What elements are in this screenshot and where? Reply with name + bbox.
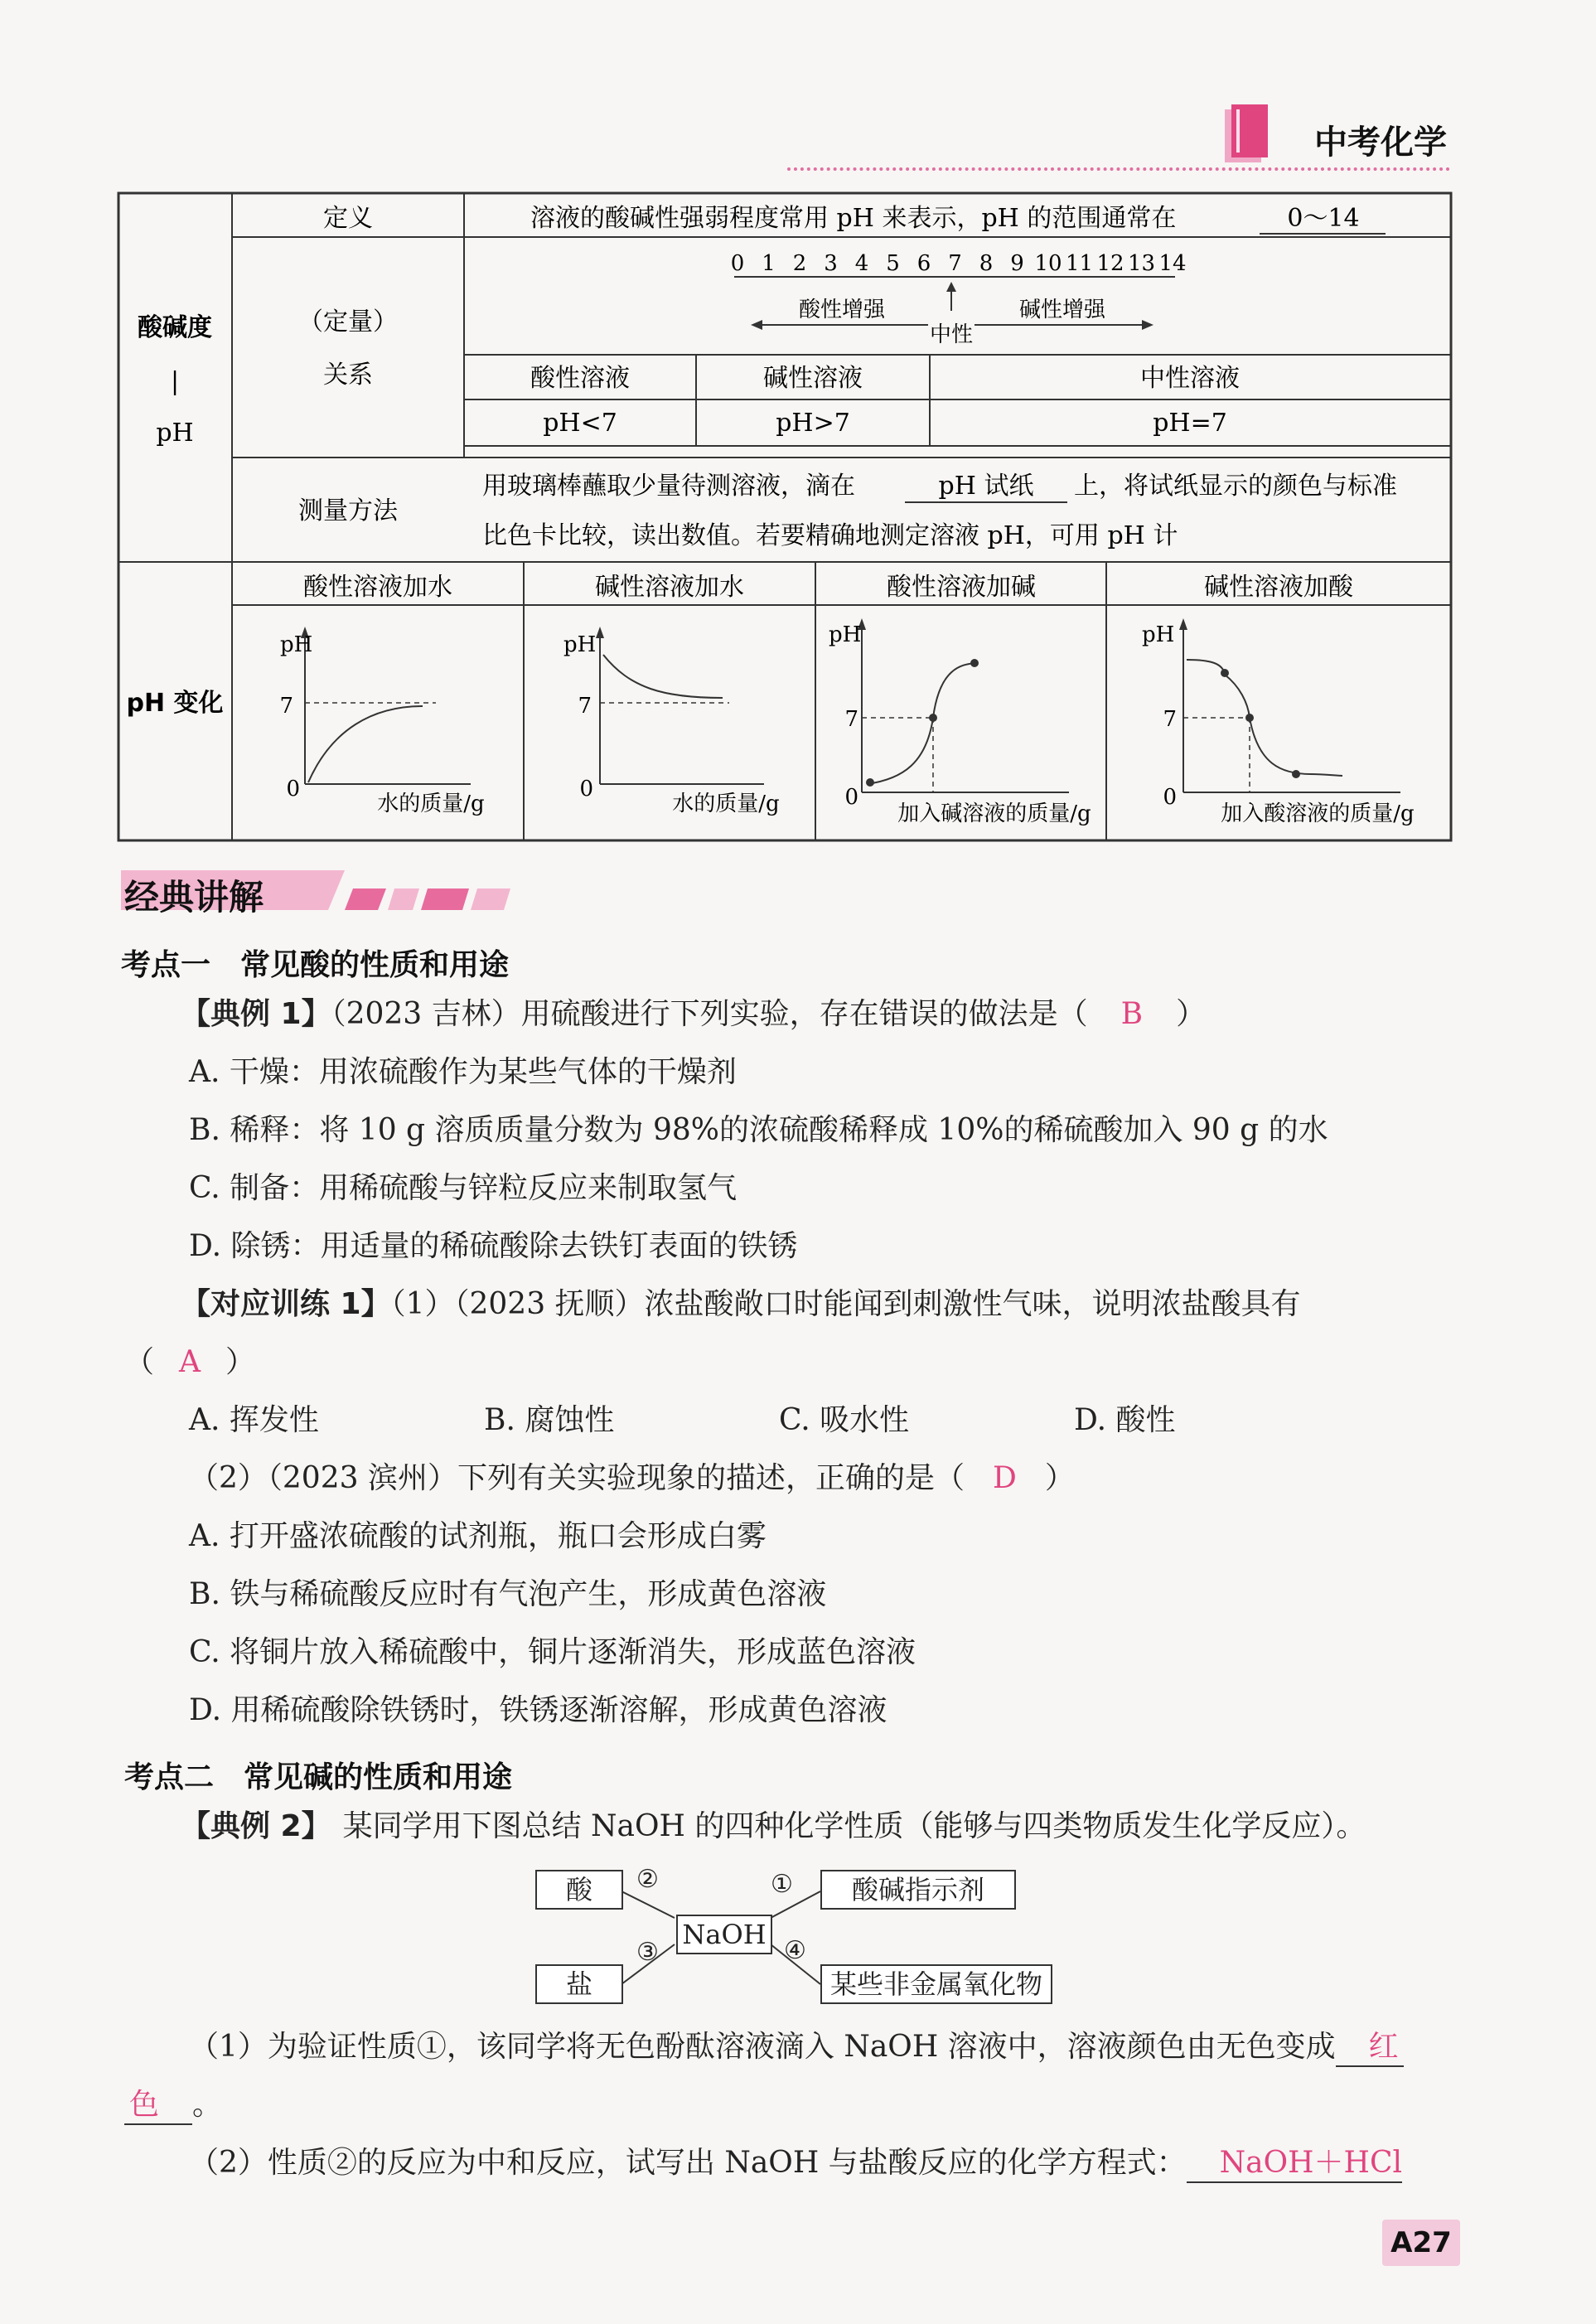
ph-tick-label: 1 bbox=[762, 251, 776, 276]
section2-title: 考点二 常见碱的性质和用途 bbox=[124, 1760, 513, 1794]
graph-acid-add-base bbox=[829, 618, 1091, 826]
ph-tick-label: 3 bbox=[824, 251, 838, 276]
label-2: ② bbox=[636, 1865, 659, 1894]
g1-0-label: 0 bbox=[286, 777, 300, 801]
neutral-solution: 中性溶液 bbox=[1140, 364, 1240, 393]
base-solution: 碱性溶液 bbox=[763, 364, 863, 393]
example2-line bbox=[181, 1809, 1366, 1843]
training1-q2-close: ） bbox=[1044, 1461, 1075, 1495]
knowledge-table bbox=[0, 0, 1596, 854]
header-title: 中考化学 bbox=[1314, 123, 1447, 162]
ph-tick-label: 12 bbox=[1096, 251, 1124, 276]
ph-tick-label: 10 bbox=[1034, 251, 1062, 276]
example1-line bbox=[181, 997, 1207, 1031]
g4-7-label: 7 bbox=[1163, 707, 1177, 732]
training1-q2-line bbox=[189, 1461, 1075, 1495]
ph-tick-label: 0 bbox=[730, 251, 745, 276]
ph-tick-label: 7 bbox=[948, 251, 962, 276]
example2-q2-line bbox=[189, 2148, 1402, 2178]
training1-option-c: C. 吸水性 bbox=[779, 1403, 910, 1437]
acid-box: 酸 bbox=[535, 1870, 623, 1910]
ph-tick-label: 6 bbox=[916, 251, 931, 276]
g3-0-label: 0 bbox=[844, 785, 858, 810]
row-label-ph-change: pH 变化 bbox=[126, 689, 224, 718]
naoh-box: NaOH bbox=[676, 1915, 772, 1954]
relation-label-2: 关系 bbox=[323, 361, 373, 390]
ph-tick-label: 5 bbox=[886, 251, 900, 276]
g2-7-label: 7 bbox=[578, 694, 592, 719]
graph-base-add-acid bbox=[1142, 618, 1415, 826]
graph-title-4: 碱性溶液加酸 bbox=[1204, 573, 1353, 602]
example1-answer: B bbox=[1120, 997, 1144, 1031]
training1-open: （ bbox=[124, 1345, 155, 1379]
example2-q1-text: （1）为验证性质①，该同学将无色酚酞溶液滴入 NaOH 溶液中，溶液颜色由无色变成 bbox=[189, 2030, 1336, 2064]
definition-label: 定义 bbox=[323, 204, 373, 233]
training1-q2-option-c: C. 将铜片放入稀硫酸中，铜片逐渐消失，形成蓝色溶液 bbox=[189, 1635, 916, 1669]
acid-ph: pH<7 bbox=[543, 409, 617, 438]
g3-7-label: 7 bbox=[844, 707, 858, 732]
label-3: ③ bbox=[636, 1938, 659, 1967]
training1-q2-stem: （2）（2023 滨州）下列有关实验现象的描述，正确的是（ bbox=[189, 1461, 965, 1495]
example2-q1-cont bbox=[124, 2090, 222, 2120]
training1-option-a: A. 挥发性 bbox=[189, 1403, 319, 1437]
row-label-acidity: 酸碱度 bbox=[138, 313, 212, 342]
base-increase-label: 碱性增强 bbox=[1018, 298, 1106, 322]
g4-x-label: 加入酸溶液的质量/g bbox=[1221, 801, 1415, 826]
example2-q1-end: 。 bbox=[192, 2088, 223, 2122]
neutral-label: 中性 bbox=[929, 322, 974, 347]
graph-base-add-water bbox=[563, 627, 780, 816]
measure-line1-b: 上，将试纸显示的颜色与标准 bbox=[1074, 472, 1397, 501]
section-banner-title: 经典讲解 bbox=[124, 877, 264, 917]
training1-answer: A bbox=[179, 1345, 201, 1379]
ph-tick-label: 9 bbox=[1010, 251, 1024, 276]
ph-tick-label: 4 bbox=[854, 251, 869, 276]
example1-stem: （2023 吉林）用硫酸进行下列实验，存在错误的做法是（ bbox=[331, 997, 1088, 1031]
example1-close: ） bbox=[1176, 997, 1207, 1031]
measure-line1-a: 用玻璃棒蘸取少量待测溶液，滴在 bbox=[482, 472, 855, 501]
label-1: ① bbox=[771, 1870, 793, 1899]
training1-q2-option-d: D. 用稀硫酸除铁锈时，铁锈逐渐溶解，形成黄色溶液 bbox=[189, 1693, 887, 1727]
graph-acid-add-water bbox=[279, 627, 484, 816]
measure-answer: pH 试纸 bbox=[938, 472, 1034, 501]
neutral-ph: pH=7 bbox=[1153, 409, 1227, 438]
relation-label-1: （定量） bbox=[298, 307, 398, 336]
ph-tick-label: 14 bbox=[1158, 251, 1187, 276]
ph-tick-label: 2 bbox=[792, 251, 807, 276]
g1-7-label: 7 bbox=[279, 694, 293, 719]
ph-tick-label: 13 bbox=[1127, 251, 1156, 276]
example2-q1-answer-b: 色 bbox=[124, 2088, 192, 2125]
example2-label: 【典例 2】 bbox=[181, 1809, 331, 1843]
acid-increase-label: 酸性增强 bbox=[798, 298, 886, 322]
oxide-box: 某些非金属氧化物 bbox=[820, 1964, 1052, 2004]
graph-title-3: 酸性溶液加碱 bbox=[887, 573, 1036, 602]
g2-0-label: 0 bbox=[579, 777, 593, 801]
example2-q1-answer-a: 红 bbox=[1336, 2030, 1404, 2067]
g2-y-label: pH bbox=[563, 632, 597, 657]
example1-option-a: A. 干燥：用浓硫酸作为某些气体的干燥剂 bbox=[189, 1055, 737, 1089]
definition-text: 溶液的酸碱性强弱程度常用 pH 来表示，pH 的范围通常在 bbox=[530, 204, 1177, 233]
row-label-ph: pH bbox=[156, 419, 194, 448]
example1-option-d: D. 除锈：用适量的稀硫酸除去铁钉表面的铁锈 bbox=[189, 1229, 798, 1263]
graph-title-2: 碱性溶液加水 bbox=[595, 573, 744, 602]
ph-tick-label: 11 bbox=[1065, 251, 1094, 276]
training1-option-b: B. 腐蚀性 bbox=[484, 1403, 615, 1437]
example1-option-b: B. 稀释：将 10 g 溶质质量分数为 98%的浓硫酸稀释成 10%的稀硫酸加入 90 g 的水 bbox=[189, 1113, 1328, 1147]
graph-title-1: 酸性溶液加水 bbox=[303, 573, 452, 602]
measure-label: 测量方法 bbox=[298, 496, 398, 525]
g1-x-label: 水的质量/g bbox=[377, 792, 485, 816]
training1-q2-option-b: B. 铁与稀硫酸反应时有气泡产生，形成黄色溶液 bbox=[189, 1577, 827, 1611]
g4-0-label: 0 bbox=[1163, 785, 1177, 810]
training1-answer-line bbox=[124, 1345, 256, 1379]
example2-q1-line bbox=[189, 2032, 1404, 2062]
page-number: A27 bbox=[1382, 2220, 1460, 2266]
label-4: ④ bbox=[784, 1936, 806, 1965]
ph-scale bbox=[731, 251, 1187, 276]
training1-q2-answer: D bbox=[992, 1461, 1017, 1495]
training1-close: ） bbox=[225, 1345, 256, 1379]
g3-x-label: 加入碱溶液的质量/g bbox=[897, 801, 1091, 826]
training1-label: 【对应训练 1】 bbox=[181, 1287, 391, 1321]
training1-q2-option-a: A. 打开盛浓硫酸的试剂瓶，瓶口会形成白雾 bbox=[189, 1519, 767, 1553]
base-ph: pH>7 bbox=[776, 409, 850, 438]
g2-x-label: 水的质量/g bbox=[672, 792, 780, 816]
salt-box: 盐 bbox=[535, 1964, 623, 2004]
training1-option-d: D. 酸性 bbox=[1074, 1403, 1176, 1437]
indicator-box: 酸碱指示剂 bbox=[820, 1870, 1016, 1910]
acid-solution: 酸性溶液 bbox=[530, 364, 630, 393]
training1-stem: （1）（2023 抚顺）浓盐酸敞口时能闻到刺激性气味，说明浓盐酸具有 bbox=[390, 1287, 1301, 1321]
example2-q2-text: （2）性质②的反应为中和反应，试写出 NaOH 与盐酸反应的化学方程式： bbox=[189, 2146, 1187, 2180]
example2-stem: 某同学用下图总结 NaOH 的四种化学性质（能够与四类物质发生化学反应）。 bbox=[342, 1809, 1366, 1843]
example1-label: 【典例 1】 bbox=[181, 997, 331, 1031]
row-label-bar: | bbox=[170, 367, 180, 396]
example1-option-c: C. 制备：用稀硫酸与锌粒反应来制取氢气 bbox=[189, 1171, 738, 1205]
measure-line2: 比色卡比较，读出数值。若要精确地测定溶液 pH，可用 pH 计 bbox=[482, 521, 1178, 550]
example2-q2-answer: NaOH＋HCl bbox=[1187, 2146, 1402, 2183]
g3-y-label: pH bbox=[829, 622, 862, 647]
g1-y-label: pH bbox=[280, 632, 313, 657]
g4-y-label: pH bbox=[1142, 622, 1175, 647]
training1-line bbox=[181, 1287, 1301, 1321]
ph-tick-label: 8 bbox=[979, 251, 994, 276]
definition-answer: 0～14 bbox=[1287, 204, 1360, 233]
section1-title: 考点一 常见酸的性质和用途 bbox=[121, 948, 510, 982]
